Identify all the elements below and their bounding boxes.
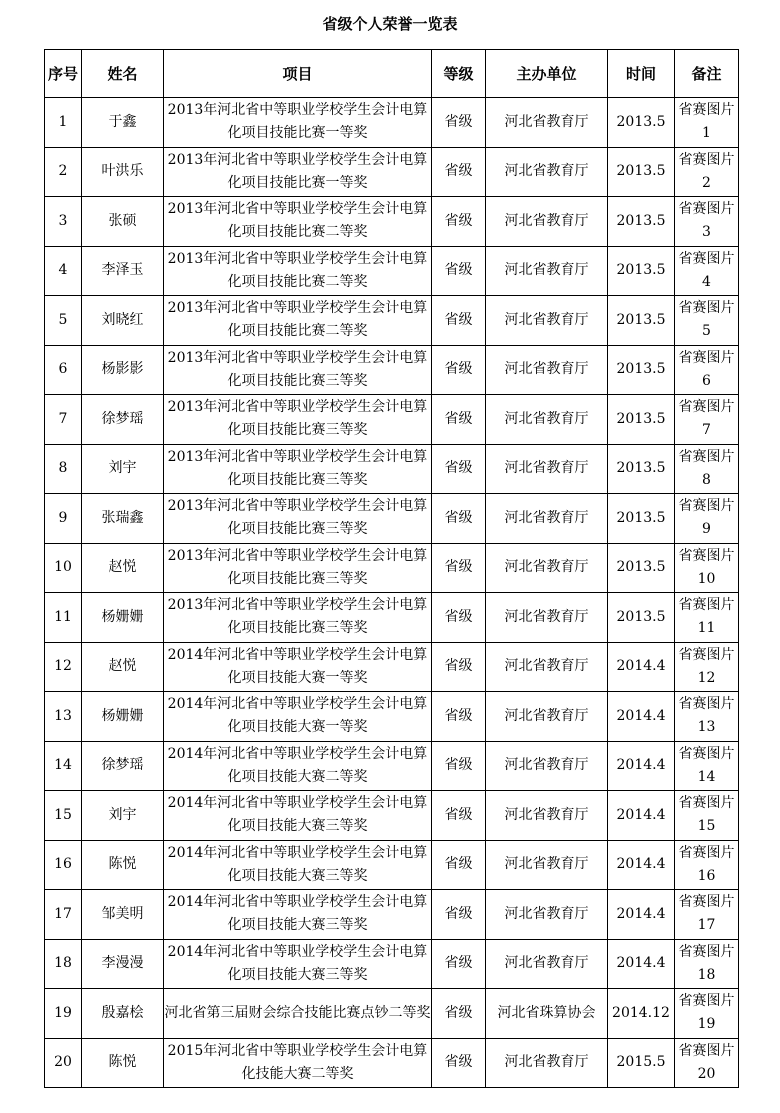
cell-index: 11 bbox=[45, 593, 82, 643]
table-row bbox=[45, 246, 739, 296]
cell-index: 8 bbox=[45, 444, 82, 494]
page-title: 省级个人荣誉一览表 bbox=[322, 15, 458, 33]
cell-index: 10 bbox=[45, 543, 82, 593]
cell-name: 于鑫 bbox=[82, 98, 164, 148]
cell-level: 省级 bbox=[432, 147, 486, 197]
table-row bbox=[45, 444, 739, 494]
cell-note: 省赛图片6 bbox=[675, 345, 739, 395]
cell-index: 4 bbox=[45, 246, 82, 296]
cell-index: 15 bbox=[45, 791, 82, 841]
table-row bbox=[45, 642, 739, 692]
cell-name: 杨姗姗 bbox=[82, 692, 164, 742]
header-index: 序号 bbox=[45, 50, 82, 98]
cell-time: 2013.5 bbox=[608, 246, 675, 296]
cell-name: 徐梦瑶 bbox=[82, 395, 164, 445]
cell-time: 2014.4 bbox=[608, 642, 675, 692]
cell-level: 省级 bbox=[432, 345, 486, 395]
cell-organizer: 河北省教育厅 bbox=[486, 741, 608, 791]
cell-level: 省级 bbox=[432, 791, 486, 841]
cell-index: 14 bbox=[45, 741, 82, 791]
cell-organizer: 河北省教育厅 bbox=[486, 939, 608, 989]
cell-project: 河北省第三届财会综合技能比赛点钞二等奖 bbox=[164, 989, 432, 1039]
table-header bbox=[45, 50, 739, 98]
cell-time: 2014.4 bbox=[608, 840, 675, 890]
cell-note: 省赛图片1 bbox=[675, 98, 739, 148]
table-row bbox=[45, 890, 739, 940]
cell-note: 省赛图片12 bbox=[675, 642, 739, 692]
cell-note: 省赛图片14 bbox=[675, 741, 739, 791]
cell-project: 2013年河北省中等职业学校学生会计电算化项目技能比赛三等奖 bbox=[164, 494, 432, 544]
cell-level: 省级 bbox=[432, 444, 486, 494]
cell-level: 省级 bbox=[432, 939, 486, 989]
cell-name: 陈悦 bbox=[82, 840, 164, 890]
header-project: 项目 bbox=[164, 50, 432, 98]
cell-organizer: 河北省教育厅 bbox=[486, 98, 608, 148]
cell-project: 2014年河北省中等职业学校学生会计电算化项目技能大赛三等奖 bbox=[164, 890, 432, 940]
table-row bbox=[45, 593, 739, 643]
cell-name: 张瑞鑫 bbox=[82, 494, 164, 544]
honors-table bbox=[44, 49, 739, 1088]
table-row bbox=[45, 147, 739, 197]
cell-level: 省级 bbox=[432, 197, 486, 247]
cell-note: 省赛图片4 bbox=[675, 246, 739, 296]
cell-organizer: 河北省教育厅 bbox=[486, 296, 608, 346]
cell-index: 1 bbox=[45, 98, 82, 148]
cell-note: 省赛图片11 bbox=[675, 593, 739, 643]
cell-index: 16 bbox=[45, 840, 82, 890]
cell-level: 省级 bbox=[432, 296, 486, 346]
header-time: 时间 bbox=[608, 50, 675, 98]
cell-project: 2013年河北省中等职业学校学生会计电算化项目技能比赛一等奖 bbox=[164, 147, 432, 197]
cell-index: 20 bbox=[45, 1038, 82, 1088]
cell-index: 12 bbox=[45, 642, 82, 692]
cell-organizer: 河北省教育厅 bbox=[486, 593, 608, 643]
cell-project: 2013年河北省中等职业学校学生会计电算化项目技能比赛三等奖 bbox=[164, 345, 432, 395]
cell-index: 18 bbox=[45, 939, 82, 989]
cell-project: 2013年河北省中等职业学校学生会计电算化项目技能比赛三等奖 bbox=[164, 444, 432, 494]
header-name: 姓名 bbox=[82, 50, 164, 98]
cell-project: 2013年河北省中等职业学校学生会计电算化项目技能比赛二等奖 bbox=[164, 296, 432, 346]
cell-organizer: 河北省教育厅 bbox=[486, 197, 608, 247]
table-row bbox=[45, 692, 739, 742]
cell-project: 2014年河北省中等职业学校学生会计电算化项目技能大赛一等奖 bbox=[164, 692, 432, 742]
cell-note: 省赛图片10 bbox=[675, 543, 739, 593]
cell-time: 2014.4 bbox=[608, 890, 675, 940]
cell-time: 2014.4 bbox=[608, 692, 675, 742]
table-row bbox=[45, 197, 739, 247]
cell-note: 省赛图片8 bbox=[675, 444, 739, 494]
cell-time: 2013.5 bbox=[608, 444, 675, 494]
table-row bbox=[45, 989, 739, 1039]
cell-organizer: 河北省教育厅 bbox=[486, 1038, 608, 1088]
cell-note: 省赛图片3 bbox=[675, 197, 739, 247]
cell-name: 殷嘉桧 bbox=[82, 989, 164, 1039]
cell-level: 省级 bbox=[432, 494, 486, 544]
cell-note: 省赛图片16 bbox=[675, 840, 739, 890]
cell-time: 2013.5 bbox=[608, 98, 675, 148]
cell-note: 省赛图片13 bbox=[675, 692, 739, 742]
cell-level: 省级 bbox=[432, 989, 486, 1039]
cell-level: 省级 bbox=[432, 593, 486, 643]
cell-project: 2015年河北省中等职业学校学生会计电算化技能大赛二等奖 bbox=[164, 1038, 432, 1088]
cell-project: 2014年河北省中等职业学校学生会计电算化项目技能大赛二等奖 bbox=[164, 741, 432, 791]
cell-time: 2013.5 bbox=[608, 395, 675, 445]
cell-note: 省赛图片9 bbox=[675, 494, 739, 544]
cell-note: 省赛图片5 bbox=[675, 296, 739, 346]
table-row bbox=[45, 296, 739, 346]
cell-level: 省级 bbox=[432, 741, 486, 791]
table-body bbox=[45, 98, 739, 1088]
cell-note: 省赛图片19 bbox=[675, 989, 739, 1039]
cell-name: 刘晓红 bbox=[82, 296, 164, 346]
cell-index: 13 bbox=[45, 692, 82, 742]
cell-time: 2013.5 bbox=[608, 296, 675, 346]
cell-name: 李泽玉 bbox=[82, 246, 164, 296]
header-organizer: 主办单位 bbox=[486, 50, 608, 98]
cell-time: 2014.4 bbox=[608, 741, 675, 791]
cell-time: 2014.4 bbox=[608, 791, 675, 841]
cell-project: 2013年河北省中等职业学校学生会计电算化项目技能比赛二等奖 bbox=[164, 197, 432, 247]
cell-name: 杨姗姗 bbox=[82, 593, 164, 643]
header-level: 等级 bbox=[432, 50, 486, 98]
cell-index: 17 bbox=[45, 890, 82, 940]
cell-organizer: 河北省教育厅 bbox=[486, 890, 608, 940]
table-row bbox=[45, 395, 739, 445]
cell-name: 李漫漫 bbox=[82, 939, 164, 989]
cell-index: 5 bbox=[45, 296, 82, 346]
cell-organizer: 河北省教育厅 bbox=[486, 543, 608, 593]
table-row bbox=[45, 345, 739, 395]
cell-organizer: 河北省教育厅 bbox=[486, 642, 608, 692]
cell-time: 2014.4 bbox=[608, 939, 675, 989]
table-row bbox=[45, 494, 739, 544]
cell-time: 2013.5 bbox=[608, 147, 675, 197]
cell-level: 省级 bbox=[432, 692, 486, 742]
cell-organizer: 河北省教育厅 bbox=[486, 840, 608, 890]
cell-name: 叶洪乐 bbox=[82, 147, 164, 197]
cell-level: 省级 bbox=[432, 1038, 486, 1088]
cell-organizer: 河北省教育厅 bbox=[486, 494, 608, 544]
cell-note: 省赛图片18 bbox=[675, 939, 739, 989]
cell-level: 省级 bbox=[432, 246, 486, 296]
cell-time: 2013.5 bbox=[608, 345, 675, 395]
cell-time: 2015.5 bbox=[608, 1038, 675, 1088]
cell-note: 省赛图片7 bbox=[675, 395, 739, 445]
table-row bbox=[45, 1038, 739, 1088]
cell-index: 6 bbox=[45, 345, 82, 395]
cell-note: 省赛图片2 bbox=[675, 147, 739, 197]
table-row bbox=[45, 98, 739, 148]
cell-index: 2 bbox=[45, 147, 82, 197]
cell-organizer: 河北省教育厅 bbox=[486, 147, 608, 197]
cell-organizer: 河北省珠算协会 bbox=[486, 989, 608, 1039]
cell-name: 邹美明 bbox=[82, 890, 164, 940]
cell-level: 省级 bbox=[432, 543, 486, 593]
cell-organizer: 河北省教育厅 bbox=[486, 791, 608, 841]
cell-level: 省级 bbox=[432, 642, 486, 692]
cell-organizer: 河北省教育厅 bbox=[486, 692, 608, 742]
cell-name: 赵悦 bbox=[82, 642, 164, 692]
cell-name: 陈悦 bbox=[82, 1038, 164, 1088]
cell-time: 2013.5 bbox=[608, 543, 675, 593]
cell-index: 3 bbox=[45, 197, 82, 247]
cell-project: 2013年河北省中等职业学校学生会计电算化项目技能比赛一等奖 bbox=[164, 98, 432, 148]
table-row bbox=[45, 791, 739, 841]
cell-level: 省级 bbox=[432, 890, 486, 940]
cell-level: 省级 bbox=[432, 98, 486, 148]
cell-project: 2013年河北省中等职业学校学生会计电算化项目技能比赛三等奖 bbox=[164, 593, 432, 643]
table-row bbox=[45, 741, 739, 791]
cell-project: 2014年河北省中等职业学校学生会计电算化项目技能大赛三等奖 bbox=[164, 791, 432, 841]
cell-project: 2014年河北省中等职业学校学生会计电算化项目技能大赛三等奖 bbox=[164, 939, 432, 989]
cell-project: 2014年河北省中等职业学校学生会计电算化项目技能大赛三等奖 bbox=[164, 840, 432, 890]
cell-note: 省赛图片15 bbox=[675, 791, 739, 841]
cell-index: 9 bbox=[45, 494, 82, 544]
cell-project: 2013年河北省中等职业学校学生会计电算化项目技能比赛二等奖 bbox=[164, 246, 432, 296]
cell-name: 张硕 bbox=[82, 197, 164, 247]
cell-name: 赵悦 bbox=[82, 543, 164, 593]
cell-name: 杨影影 bbox=[82, 345, 164, 395]
cell-organizer: 河北省教育厅 bbox=[486, 246, 608, 296]
cell-note: 省赛图片20 bbox=[675, 1038, 739, 1088]
cell-note: 省赛图片17 bbox=[675, 890, 739, 940]
cell-level: 省级 bbox=[432, 840, 486, 890]
cell-index: 7 bbox=[45, 395, 82, 445]
cell-organizer: 河北省教育厅 bbox=[486, 395, 608, 445]
header-row bbox=[45, 50, 739, 98]
table-row bbox=[45, 543, 739, 593]
cell-project: 2014年河北省中等职业学校学生会计电算化项目技能大赛一等奖 bbox=[164, 642, 432, 692]
cell-level: 省级 bbox=[432, 395, 486, 445]
header-note: 备注 bbox=[675, 50, 739, 98]
cell-time: 2013.5 bbox=[608, 593, 675, 643]
cell-name: 徐梦瑶 bbox=[82, 741, 164, 791]
cell-name: 刘宇 bbox=[82, 791, 164, 841]
cell-organizer: 河北省教育厅 bbox=[486, 444, 608, 494]
cell-project: 2013年河北省中等职业学校学生会计电算化项目技能比赛三等奖 bbox=[164, 543, 432, 593]
cell-name: 刘宇 bbox=[82, 444, 164, 494]
cell-organizer: 河北省教育厅 bbox=[486, 345, 608, 395]
cell-time: 2013.5 bbox=[608, 494, 675, 544]
cell-time: 2013.5 bbox=[608, 197, 675, 247]
cell-index: 19 bbox=[45, 989, 82, 1039]
table-row bbox=[45, 939, 739, 989]
cell-project: 2013年河北省中等职业学校学生会计电算化项目技能比赛三等奖 bbox=[164, 395, 432, 445]
table-row bbox=[45, 840, 739, 890]
cell-time: 2014.12 bbox=[608, 989, 675, 1039]
